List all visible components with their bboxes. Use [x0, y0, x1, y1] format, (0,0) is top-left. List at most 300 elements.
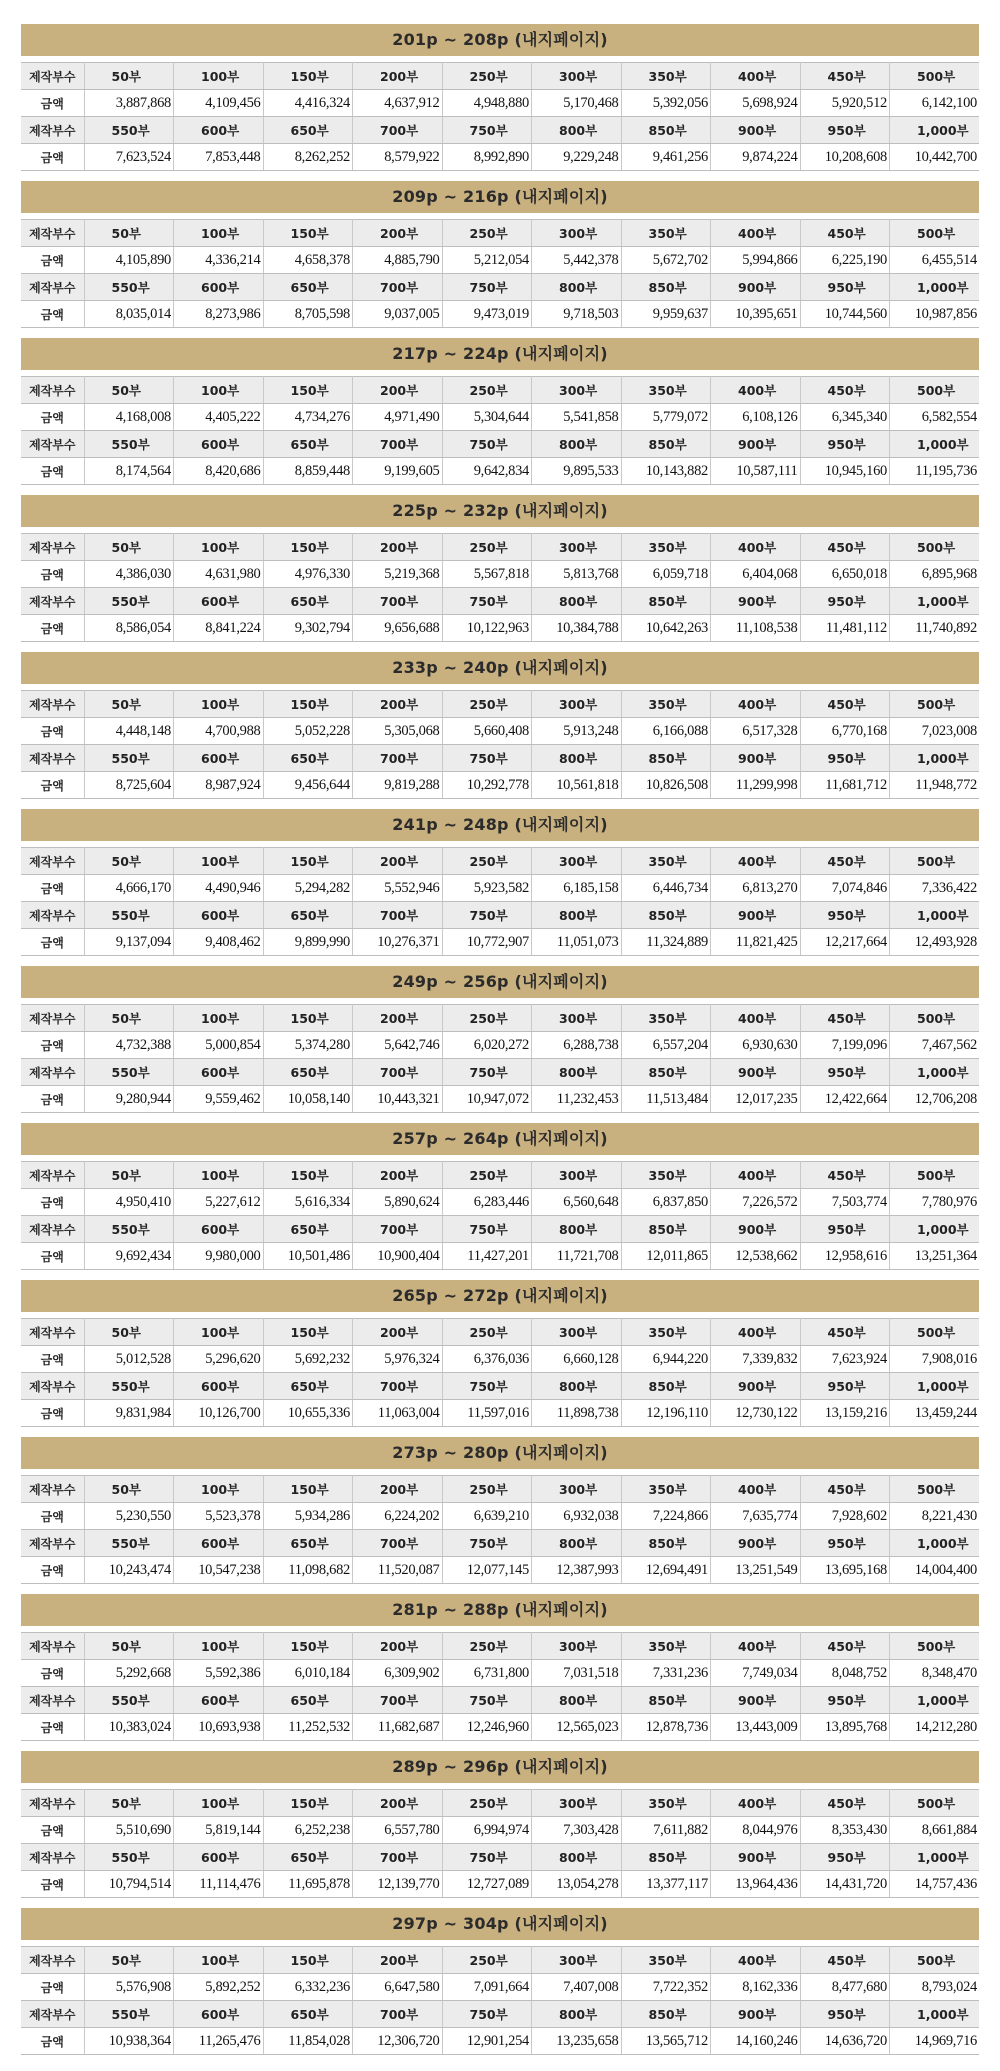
quantity-cell: 550부 — [84, 117, 174, 144]
amount-cell: 9,895,533 — [532, 458, 622, 485]
amount-cell: 6,185,158 — [532, 875, 622, 902]
quantity-row — [21, 1216, 979, 1243]
amount-cell: 12,538,662 — [711, 1243, 801, 1270]
quantity-cell: 800부 — [532, 1687, 622, 1714]
amount-cell: 11,427,201 — [442, 1243, 532, 1270]
quantity-cell: 550부 — [84, 1530, 174, 1557]
amount-row-label: 금액 — [21, 144, 84, 171]
amount-cell: 7,224,866 — [621, 1503, 711, 1530]
amount-row-label: 금액 — [21, 1400, 84, 1427]
quantity-cell: 450부 — [800, 1947, 890, 1974]
quantity-cell: 650부 — [263, 274, 353, 301]
amount-cell: 6,837,850 — [621, 1189, 711, 1216]
amount-cell: 5,660,408 — [442, 718, 532, 745]
amount-row-label: 금액 — [21, 1817, 84, 1844]
quantity-cell: 150부 — [263, 534, 353, 561]
quantity-cell: 300부 — [532, 1319, 622, 1346]
quantity-cell: 500부 — [890, 1790, 980, 1817]
quantity-cell: 850부 — [621, 1530, 711, 1557]
quantity-cell: 100부 — [174, 1947, 264, 1974]
quantity-row — [21, 691, 979, 718]
quantity-cell: 950부 — [800, 1687, 890, 1714]
amount-cell: 11,481,112 — [800, 615, 890, 642]
quantity-row-label: 제작부수 — [21, 377, 84, 404]
amount-cell: 8,162,336 — [711, 1974, 801, 2001]
quantity-cell: 50부 — [84, 220, 174, 247]
amount-cell: 5,913,248 — [532, 718, 622, 745]
quantity-row-label: 제작부수 — [21, 1162, 84, 1189]
quantity-cell: 500부 — [890, 377, 980, 404]
amount-cell: 4,105,890 — [84, 247, 174, 274]
amount-row-label: 금액 — [21, 1503, 84, 1530]
quantity-cell: 1,000부 — [890, 1373, 980, 1400]
amount-cell: 4,885,790 — [353, 247, 443, 274]
quantity-cell: 400부 — [711, 377, 801, 404]
quantity-cell: 200부 — [353, 377, 443, 404]
quantity-cell: 450부 — [800, 220, 890, 247]
quantity-cell: 100부 — [174, 63, 264, 90]
amount-cell: 11,948,772 — [890, 772, 980, 799]
amount-cell: 8,987,924 — [174, 772, 264, 799]
price-block — [21, 495, 979, 642]
amount-cell: 9,229,248 — [532, 144, 622, 171]
amount-cell: 7,023,008 — [890, 718, 980, 745]
amount-cell: 7,623,524 — [84, 144, 174, 171]
amount-cell: 5,523,378 — [174, 1503, 264, 1530]
quantity-cell: 600부 — [174, 2001, 264, 2028]
quantity-cell: 700부 — [353, 1530, 443, 1557]
quantity-cell: 350부 — [621, 1633, 711, 1660]
amount-row — [21, 1871, 979, 1898]
quantity-row-label: 제작부수 — [21, 534, 84, 561]
amount-cell: 14,160,246 — [711, 2028, 801, 2055]
page-range-title: 257p ~ 264p (내지페이지) — [21, 1123, 979, 1155]
amount-cell: 8,661,884 — [890, 1817, 980, 1844]
quantity-cell: 50부 — [84, 1947, 174, 1974]
quantity-cell: 950부 — [800, 745, 890, 772]
quantity-cell: 200부 — [353, 1790, 443, 1817]
amount-cell: 11,232,453 — [532, 1086, 622, 1113]
price-block — [21, 1908, 979, 2055]
quantity-cell: 800부 — [532, 274, 622, 301]
amount-cell: 8,048,752 — [800, 1660, 890, 1687]
amount-row-label: 금액 — [21, 1086, 84, 1113]
price-block — [21, 24, 979, 171]
amount-cell: 8,221,430 — [890, 1503, 980, 1530]
amount-cell: 7,031,518 — [532, 1660, 622, 1687]
quantity-row-label: 제작부수 — [21, 588, 84, 615]
amount-row — [21, 772, 979, 799]
quantity-cell: 550부 — [84, 1216, 174, 1243]
amount-cell: 13,251,549 — [711, 1557, 801, 1584]
page-range-title: 233p ~ 240p (내지페이지) — [21, 652, 979, 684]
quantity-row — [21, 274, 979, 301]
amount-row — [21, 615, 979, 642]
quantity-cell: 900부 — [711, 1530, 801, 1557]
quantity-cell: 450부 — [800, 534, 890, 561]
quantity-cell: 750부 — [442, 902, 532, 929]
amount-cell: 6,059,718 — [621, 561, 711, 588]
quantity-row-label: 제작부수 — [21, 1319, 84, 1346]
quantity-row — [21, 1687, 979, 1714]
price-block — [21, 1280, 979, 1427]
amount-cell: 7,722,352 — [621, 1974, 711, 2001]
price-block — [21, 1751, 979, 1898]
amount-row — [21, 1714, 979, 1741]
amount-row — [21, 301, 979, 328]
quantity-cell: 300부 — [532, 1476, 622, 1503]
quantity-cell: 50부 — [84, 1476, 174, 1503]
quantity-cell: 1,000부 — [890, 117, 980, 144]
quantity-cell: 200부 — [353, 691, 443, 718]
page-range-title: 265p ~ 272p (내지페이지) — [21, 1280, 979, 1312]
amount-cell: 4,950,410 — [84, 1189, 174, 1216]
amount-cell: 6,332,236 — [263, 1974, 353, 2001]
amount-cell: 4,448,148 — [84, 718, 174, 745]
quantity-cell: 100부 — [174, 1476, 264, 1503]
quantity-cell: 150부 — [263, 63, 353, 90]
quantity-cell: 150부 — [263, 1476, 353, 1503]
amount-cell: 11,195,736 — [890, 458, 980, 485]
amount-cell: 11,681,712 — [800, 772, 890, 799]
quantity-cell: 750부 — [442, 431, 532, 458]
amount-cell: 11,114,476 — [174, 1871, 264, 1898]
quantity-cell: 100부 — [174, 1790, 264, 1817]
quantity-cell: 550부 — [84, 1373, 174, 1400]
quantity-cell: 350부 — [621, 63, 711, 90]
quantity-row-label: 제작부수 — [21, 1216, 84, 1243]
amount-cell: 8,273,986 — [174, 301, 264, 328]
quantity-cell: 350부 — [621, 1319, 711, 1346]
quantity-cell: 500부 — [890, 534, 980, 561]
amount-cell: 5,510,690 — [84, 1817, 174, 1844]
quantity-row-label: 제작부수 — [21, 117, 84, 144]
amount-cell: 6,404,068 — [711, 561, 801, 588]
amount-cell: 9,456,644 — [263, 772, 353, 799]
amount-cell: 5,920,512 — [800, 90, 890, 117]
quantity-cell: 250부 — [442, 1162, 532, 1189]
quantity-cell: 450부 — [800, 63, 890, 90]
amount-cell: 10,126,700 — [174, 1400, 264, 1427]
quantity-cell: 400부 — [711, 63, 801, 90]
amount-cell: 6,731,800 — [442, 1660, 532, 1687]
amount-cell: 10,384,788 — [532, 615, 622, 642]
quantity-row — [21, 588, 979, 615]
amount-cell: 10,945,160 — [800, 458, 890, 485]
amount-cell: 12,727,089 — [442, 1871, 532, 1898]
amount-cell: 6,010,184 — [263, 1660, 353, 1687]
price-table — [21, 1946, 979, 2055]
quantity-cell: 100부 — [174, 1005, 264, 1032]
amount-cell: 10,826,508 — [621, 772, 711, 799]
quantity-cell: 500부 — [890, 1162, 980, 1189]
amount-cell: 13,459,244 — [890, 1400, 980, 1427]
amount-cell: 9,199,605 — [353, 458, 443, 485]
quantity-cell: 250부 — [442, 1476, 532, 1503]
amount-cell: 11,898,738 — [532, 1400, 622, 1427]
amount-cell: 7,780,976 — [890, 1189, 980, 1216]
amount-cell: 5,392,056 — [621, 90, 711, 117]
quantity-row-label: 제작부수 — [21, 1790, 84, 1817]
quantity-cell: 550부 — [84, 745, 174, 772]
amount-cell: 9,473,019 — [442, 301, 532, 328]
quantity-cell: 200부 — [353, 220, 443, 247]
quantity-cell: 200부 — [353, 1947, 443, 1974]
quantity-cell: 800부 — [532, 1216, 622, 1243]
quantity-cell: 350부 — [621, 220, 711, 247]
quantity-row-label: 제작부수 — [21, 431, 84, 458]
amount-cell: 9,819,288 — [353, 772, 443, 799]
amount-cell: 10,642,263 — [621, 615, 711, 642]
quantity-cell: 750부 — [442, 2001, 532, 2028]
amount-cell: 5,219,368 — [353, 561, 443, 588]
amount-cell: 6,288,738 — [532, 1032, 622, 1059]
quantity-row — [21, 1059, 979, 1086]
amount-cell: 10,208,608 — [800, 144, 890, 171]
amount-cell: 5,813,768 — [532, 561, 622, 588]
amount-cell: 5,779,072 — [621, 404, 711, 431]
amount-cell: 7,611,882 — [621, 1817, 711, 1844]
quantity-cell: 700부 — [353, 1844, 443, 1871]
quantity-cell: 650부 — [263, 1687, 353, 1714]
amount-cell: 8,477,680 — [800, 1974, 890, 2001]
quantity-cell: 200부 — [353, 63, 443, 90]
amount-cell: 8,992,890 — [442, 144, 532, 171]
amount-cell: 6,345,340 — [800, 404, 890, 431]
amount-row-label: 금액 — [21, 247, 84, 274]
amount-cell: 5,672,702 — [621, 247, 711, 274]
price-table — [21, 62, 979, 171]
amount-cell: 6,557,780 — [353, 1817, 443, 1844]
amount-row-label: 금액 — [21, 1032, 84, 1059]
amount-cell: 6,283,446 — [442, 1189, 532, 1216]
amount-cell: 8,579,922 — [353, 144, 443, 171]
amount-cell: 7,749,034 — [711, 1660, 801, 1687]
quantity-cell: 300부 — [532, 1005, 622, 1032]
amount-cell: 11,252,532 — [263, 1714, 353, 1741]
amount-cell: 12,196,110 — [621, 1400, 711, 1427]
page-range-title: 201p ~ 208p (내지페이지) — [21, 24, 979, 56]
amount-cell: 14,212,280 — [890, 1714, 980, 1741]
quantity-cell: 550부 — [84, 431, 174, 458]
amount-row-label: 금액 — [21, 1189, 84, 1216]
amount-row — [21, 1346, 979, 1373]
quantity-cell: 450부 — [800, 848, 890, 875]
amount-cell: 14,636,720 — [800, 2028, 890, 2055]
price-table — [21, 1475, 979, 1584]
amount-row — [21, 144, 979, 171]
quantity-cell: 700부 — [353, 431, 443, 458]
quantity-row — [21, 1319, 979, 1346]
quantity-row — [21, 1530, 979, 1557]
price-table — [21, 533, 979, 642]
quantity-cell: 150부 — [263, 1633, 353, 1660]
amount-cell: 6,930,630 — [711, 1032, 801, 1059]
amount-cell: 5,934,286 — [263, 1503, 353, 1530]
quantity-cell: 750부 — [442, 745, 532, 772]
quantity-cell: 950부 — [800, 431, 890, 458]
amount-cell: 5,819,144 — [174, 1817, 264, 1844]
amount-cell: 9,718,503 — [532, 301, 622, 328]
price-table — [21, 1789, 979, 1898]
quantity-cell: 250부 — [442, 1633, 532, 1660]
amount-cell: 5,227,612 — [174, 1189, 264, 1216]
page-range-title: 217p ~ 224p (내지페이지) — [21, 338, 979, 370]
amount-cell: 9,642,834 — [442, 458, 532, 485]
quantity-cell: 600부 — [174, 1687, 264, 1714]
quantity-cell: 700부 — [353, 745, 443, 772]
quantity-row-label: 제작부수 — [21, 63, 84, 90]
amount-cell: 6,582,554 — [890, 404, 980, 431]
amount-cell: 6,166,088 — [621, 718, 711, 745]
quantity-cell: 200부 — [353, 534, 443, 561]
amount-cell: 5,442,378 — [532, 247, 622, 274]
quantity-row-label: 제작부수 — [21, 1844, 84, 1871]
quantity-cell: 550부 — [84, 1059, 174, 1086]
amount-cell: 4,734,276 — [263, 404, 353, 431]
amount-cell: 7,331,236 — [621, 1660, 711, 1687]
amount-row-label: 금액 — [21, 90, 84, 117]
quantity-cell: 300부 — [532, 848, 622, 875]
quantity-cell: 450부 — [800, 1633, 890, 1660]
amount-cell: 11,299,998 — [711, 772, 801, 799]
quantity-cell: 350부 — [621, 1790, 711, 1817]
quantity-cell: 50부 — [84, 1790, 174, 1817]
price-block — [21, 1594, 979, 1741]
amount-cell: 10,587,111 — [711, 458, 801, 485]
price-block — [21, 809, 979, 956]
quantity-cell: 550부 — [84, 1687, 174, 1714]
amount-cell: 12,387,993 — [532, 1557, 622, 1584]
quantity-cell: 600부 — [174, 1216, 264, 1243]
quantity-cell: 550부 — [84, 1844, 174, 1871]
quantity-cell: 850부 — [621, 431, 711, 458]
amount-cell: 12,958,616 — [800, 1243, 890, 1270]
amount-cell: 5,052,228 — [263, 718, 353, 745]
quantity-cell: 900부 — [711, 431, 801, 458]
quantity-cell: 650부 — [263, 1059, 353, 1086]
quantity-cell: 350부 — [621, 1476, 711, 1503]
amount-cell: 10,383,024 — [84, 1714, 174, 1741]
page-range-title: 281p ~ 288p (내지페이지) — [21, 1594, 979, 1626]
amount-cell: 12,011,865 — [621, 1243, 711, 1270]
quantity-cell: 600부 — [174, 1530, 264, 1557]
quantity-cell: 400부 — [711, 1790, 801, 1817]
quantity-row-label: 제작부수 — [21, 1687, 84, 1714]
quantity-cell: 800부 — [532, 588, 622, 615]
amount-cell: 6,560,648 — [532, 1189, 622, 1216]
amount-cell: 8,859,448 — [263, 458, 353, 485]
quantity-cell: 800부 — [532, 2001, 622, 2028]
price-block — [21, 338, 979, 485]
quantity-row — [21, 2001, 979, 2028]
amount-cell: 8,174,564 — [84, 458, 174, 485]
quantity-cell: 150부 — [263, 377, 353, 404]
amount-cell: 10,292,778 — [442, 772, 532, 799]
quantity-cell: 700부 — [353, 902, 443, 929]
quantity-row-label: 제작부수 — [21, 2001, 84, 2028]
quantity-cell: 1,000부 — [890, 1059, 980, 1086]
quantity-cell: 850부 — [621, 1059, 711, 1086]
quantity-cell: 950부 — [800, 274, 890, 301]
amount-cell: 6,944,220 — [621, 1346, 711, 1373]
quantity-cell: 500부 — [890, 691, 980, 718]
amount-cell: 7,635,774 — [711, 1503, 801, 1530]
amount-cell: 13,964,436 — [711, 1871, 801, 1898]
amount-cell: 12,706,208 — [890, 1086, 980, 1113]
amount-row — [21, 90, 979, 117]
quantity-row — [21, 534, 979, 561]
quantity-cell: 300부 — [532, 1162, 622, 1189]
quantity-row — [21, 745, 979, 772]
quantity-cell: 350부 — [621, 1005, 711, 1032]
amount-row — [21, 2028, 979, 2055]
amount-cell: 10,442,700 — [890, 144, 980, 171]
quantity-cell: 200부 — [353, 1476, 443, 1503]
amount-row — [21, 1400, 979, 1427]
amount-cell: 7,303,428 — [532, 1817, 622, 1844]
price-block — [21, 652, 979, 799]
amount-cell: 7,853,448 — [174, 144, 264, 171]
amount-cell: 4,490,946 — [174, 875, 264, 902]
quantity-cell: 400부 — [711, 1005, 801, 1032]
quantity-row-label: 제작부수 — [21, 745, 84, 772]
quantity-row-label: 제작부수 — [21, 274, 84, 301]
amount-cell: 9,461,256 — [621, 144, 711, 171]
amount-cell: 13,235,658 — [532, 2028, 622, 2055]
amount-cell: 6,994,974 — [442, 1817, 532, 1844]
amount-row-label: 금액 — [21, 1974, 84, 2001]
quantity-cell: 100부 — [174, 848, 264, 875]
quantity-row — [21, 1005, 979, 1032]
amount-row-label: 금액 — [21, 1660, 84, 1687]
amount-row-label: 금액 — [21, 301, 84, 328]
amount-cell: 10,122,963 — [442, 615, 532, 642]
price-table — [21, 219, 979, 328]
quantity-cell: 850부 — [621, 1687, 711, 1714]
amount-cell: 7,336,422 — [890, 875, 980, 902]
amount-row — [21, 1086, 979, 1113]
quantity-cell: 900부 — [711, 1373, 801, 1400]
amount-cell: 11,821,425 — [711, 929, 801, 956]
amount-cell: 6,108,126 — [711, 404, 801, 431]
quantity-cell: 900부 — [711, 1844, 801, 1871]
amount-cell: 13,377,117 — [621, 1871, 711, 1898]
quantity-row-label: 제작부수 — [21, 848, 84, 875]
amount-cell: 12,246,960 — [442, 1714, 532, 1741]
amount-row-label: 금액 — [21, 1346, 84, 1373]
quantity-cell: 800부 — [532, 1530, 622, 1557]
quantity-cell: 600부 — [174, 745, 264, 772]
amount-cell: 11,740,892 — [890, 615, 980, 642]
amount-cell: 3,887,868 — [84, 90, 174, 117]
amount-cell: 10,501,486 — [263, 1243, 353, 1270]
quantity-cell: 400부 — [711, 1319, 801, 1346]
quantity-cell: 900부 — [711, 902, 801, 929]
price-table — [21, 1318, 979, 1427]
amount-cell: 10,547,238 — [174, 1557, 264, 1584]
amount-cell: 10,987,856 — [890, 301, 980, 328]
amount-row — [21, 1660, 979, 1687]
quantity-cell: 500부 — [890, 1947, 980, 1974]
amount-row — [21, 1557, 979, 1584]
quantity-cell: 850부 — [621, 745, 711, 772]
amount-row — [21, 1503, 979, 1530]
quantity-cell: 350부 — [621, 1947, 711, 1974]
amount-cell: 12,017,235 — [711, 1086, 801, 1113]
quantity-cell: 150부 — [263, 1790, 353, 1817]
amount-cell: 7,623,924 — [800, 1346, 890, 1373]
